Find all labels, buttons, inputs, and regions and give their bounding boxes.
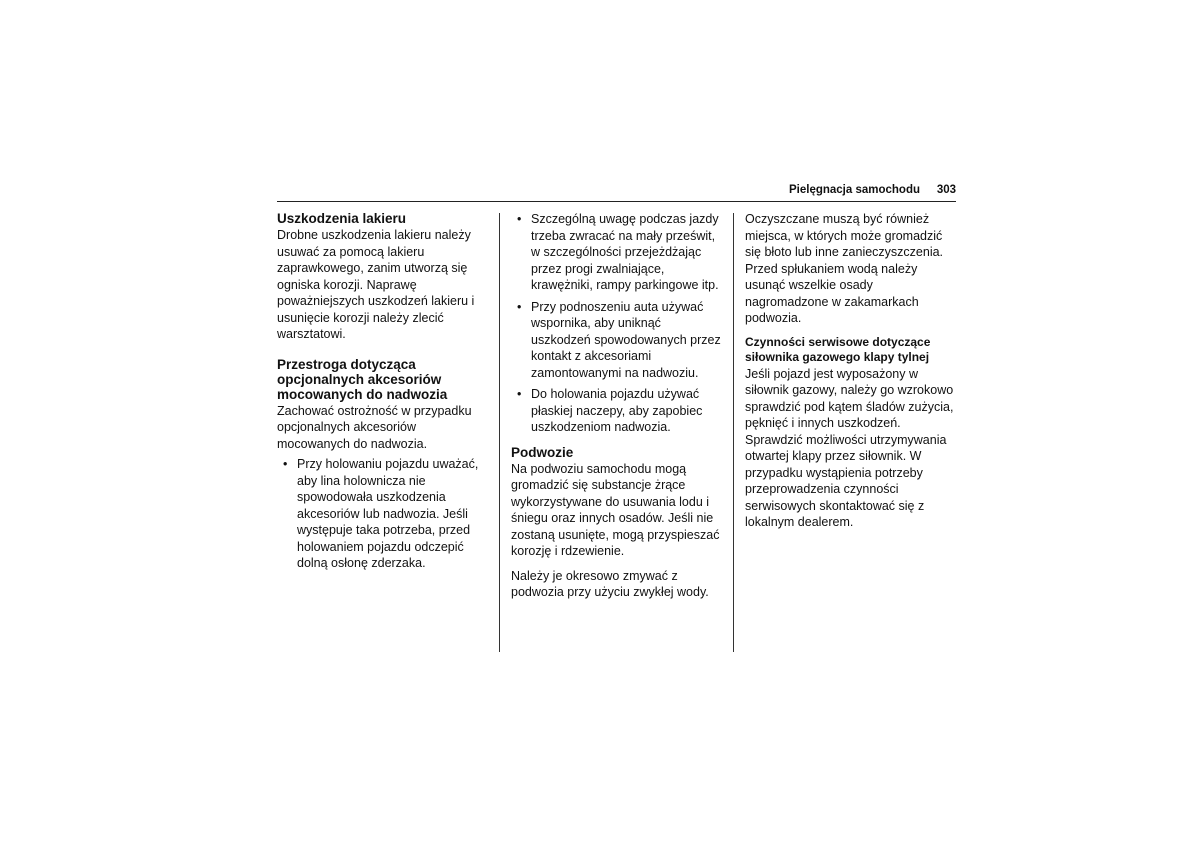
- bullet-icon: •: [283, 457, 288, 471]
- paragraph-accessories-caution: Zachować ostrożność w przypadku opcjonalnych akcesoriów mocowanych do nadwozia.: [277, 403, 472, 451]
- column-2: [511, 211, 721, 601]
- page-header: [277, 183, 956, 202]
- list-item: [277, 456, 482, 572]
- heading-gas-strut-service: Czynności serwisowe dotyczące siłownika gazowego klapy tylnej: [745, 334, 931, 364]
- paragraph-underbody-corrosion: Na podwoziu samochodu mogą gromadzić się substancje żrące wykorzystywane do usuwania lodu i śniegu oraz innych osadów. Jeśli nie zostaną usunięte, mogą przyspieszać korozję i rdzewienie.: [511, 461, 720, 558]
- column-divider-1: [499, 213, 500, 652]
- column-divider-2: [733, 213, 734, 652]
- paragraph-gas-strut: Jeśli pojazd jest wyposażony w siłownik gazowy, należy go wzrokowo sprawdzić pod kątem śladów zużycia, pęknięć i innych uszkodzeń. Sprawdzić możliwości utrzymywania otwartej klapy przez siłownik. W przypadku wystąpienia potrzeby przeprowadzenia czynności serwisowych skontaktować się z lokalnym dealerem.: [745, 366, 954, 529]
- list-item: [511, 211, 721, 294]
- list-item: [511, 299, 721, 382]
- page-number: 303: [936, 184, 956, 196]
- bullet-list-towing: [277, 456, 482, 572]
- paragraph-cleaning-areas: Oczyszczane muszą być również miejsca, w których może gromadzić się błoto lub inne zanieczyszczenia. Przed spłukaniem wodą należy usunąć wszelkie osady nagromadzone w zakamarkach podwozia.: [745, 212, 944, 325]
- bullet-list-clearance: [511, 211, 721, 436]
- paragraph-underbody-wash: Należy je okresowo zmywać z podwozia przy użyciu zwykłej wody.: [511, 568, 709, 599]
- list-item-text: Przy holowaniu pojazdu uważać, aby lina holownicza nie spowodowała uszkodzenia akcesoriów lub nadwozia. Jeśli występuje taka potrzeba, przed holowaniem pojazdu odczepić dolną osłonę zderzaka.: [297, 457, 479, 570]
- heading-underbody: Podwozie: [511, 444, 574, 460]
- bullet-icon: •: [517, 387, 522, 401]
- list-item-text: Do holowania pojazdu używać płaskiej naczepy, aby zapobiec uszkodzeniom nadwozia.: [531, 387, 703, 434]
- column-3: [745, 211, 957, 531]
- bullet-icon: •: [517, 299, 522, 314]
- heading-paint-damage: Uszkodzenia lakieru: [277, 211, 407, 226]
- column-1: [277, 211, 482, 577]
- heading-accessories-warning: Przestroga dotycząca opcjonalnych akcesoriów mocowanych do nadwozia: [277, 356, 448, 402]
- list-item: [511, 386, 721, 436]
- list-item-text: Szczególną uwagę podczas jazdy trzeba zwracać na mały prześwit, w szczególności przejeżdżając przez progi zwalniające, krawężniki, rampy parkingowe itp.: [531, 212, 719, 292]
- paragraph-paint-damage: Drobne uszkodzenia lakieru należy usuwać za pomocą lakieru zaprawkowego, zanim utworzą się ogniska korozji. Naprawę poważniejszych uszkodzeń lakieru i usunięcie korozji należy zlecić warsztatowi.: [277, 228, 475, 341]
- list-item-text: Przy podnoszeniu auta używać wspornika, aby uniknąć uszkodzeń spowodowanych przez kontakt z akcesoriami zamontowanymi na nadwoziu.: [531, 299, 721, 380]
- section-title: Pielęgnacja samochodu: [788, 184, 920, 196]
- bullet-icon: •: [517, 212, 522, 226]
